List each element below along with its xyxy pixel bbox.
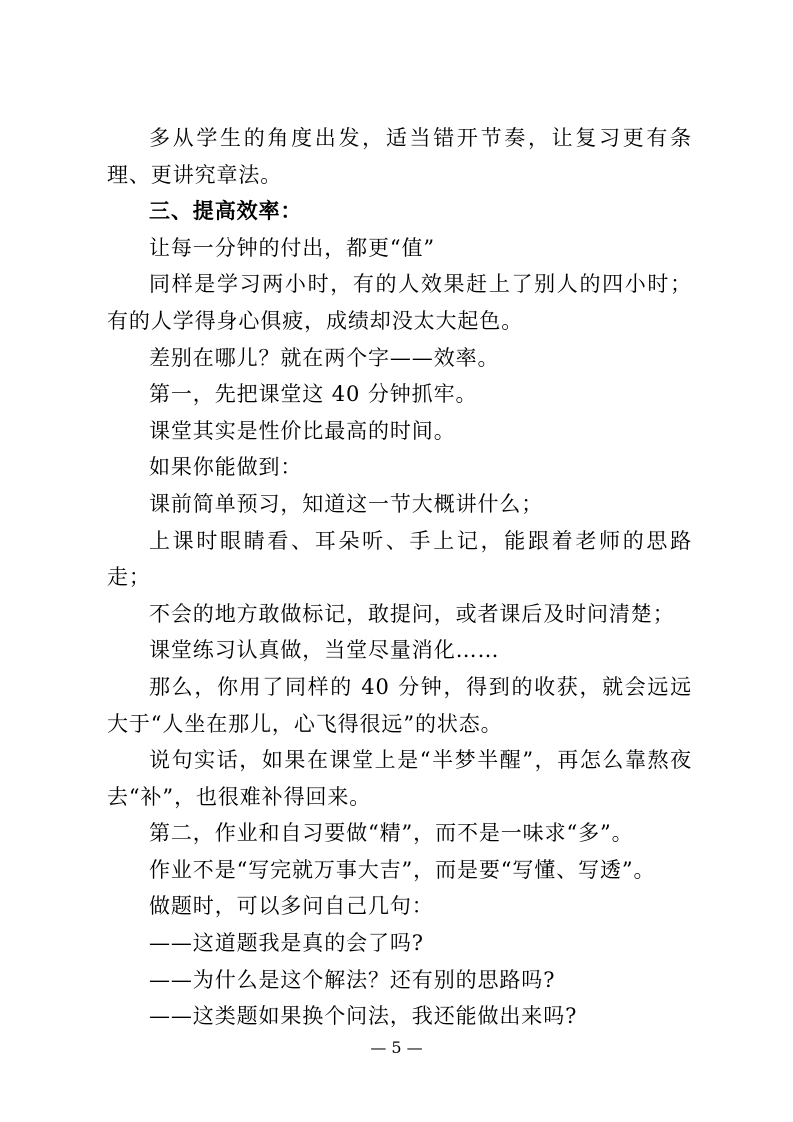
paragraph-4: 差别在哪儿？就在两个字——效率。 — [149, 345, 500, 370]
paragraph-12: 那么，你用了同样的 40 分钟，得到的收获，就会远远大于“人坐在那儿，心飞得很远”的状态。 — [107, 674, 692, 736]
paragraph-6: 课堂其实是性价比最高的时间。 — [149, 418, 456, 443]
paragraph-1: 多从学生的角度出发，适当错开节奏，让复习更有条理、更讲究章法。 — [107, 126, 692, 187]
paragraph-3: 同样是学习两小时，有的人效果赶上了别人的四小时；有的人学得身心俱疲，成绩却没太大起色。 — [107, 272, 692, 333]
paragraph-8: 课前简单预习，知道这一节大概讲什么； — [149, 491, 544, 516]
document-body — [107, 120, 692, 1035]
paragraph-18: ——为什么是这个解法？还有别的思路吗? — [149, 967, 556, 992]
paragraph-10: 不会的地方敢做标记，敢提问，或者课后及时问清楚； — [149, 601, 675, 626]
paragraph-15: 作业不是“写完就万事大吉”，而是要“写懂、写透”。 — [149, 857, 656, 882]
paragraph-16: 做题时，可以多问自己几句： — [149, 894, 434, 919]
paragraph-9: 上课时眼睛看、耳朵听、手上记，能跟着老师的思路走； — [107, 528, 692, 590]
paragraph-17: ——这道题我是真的会了吗? — [149, 931, 424, 956]
section-heading: 三、提高效率： — [149, 198, 303, 224]
paragraph-13: 说句实话，如果在课堂上是“半梦半醒”，再怎么靠熬夜去“补”，也很难补得回来。 — [107, 748, 692, 809]
paragraph-5: 第一，先把课堂这 40 分钟抓牢。 — [149, 382, 478, 407]
paragraph-2: 让每一分钟的付出，都更“值” — [149, 235, 436, 260]
paragraph-19: ——这类题如果换个问法，我还能做出来吗? — [149, 1004, 578, 1029]
paragraph-11: 课堂练习认真做，当堂尽量消化…… — [149, 638, 500, 663]
paragraph-14: 第二，作业和自习要做“精”，而不是一味求“多”。 — [149, 821, 634, 846]
paragraph-7: 如果你能做到： — [149, 455, 303, 480]
page-number: — 5 — — [370, 1038, 423, 1057]
